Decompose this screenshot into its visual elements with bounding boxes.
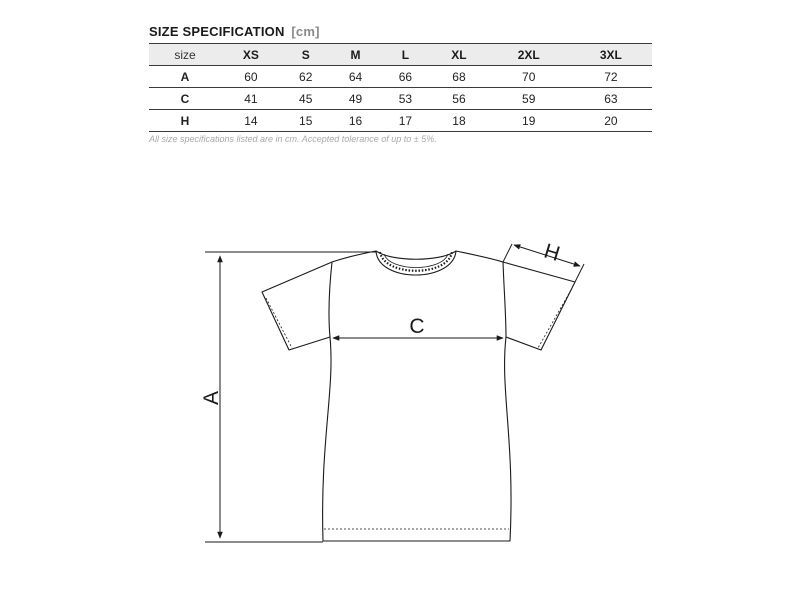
header-cell-3xl: 3XL (570, 44, 652, 66)
tshirt-icon (262, 251, 575, 541)
row-label-c: C (149, 88, 221, 110)
table-cell: 68 (430, 66, 487, 88)
header-cell-s: S (281, 44, 331, 66)
table-cell: 70 (488, 66, 570, 88)
title-text: SIZE SPECIFICATION (149, 24, 285, 39)
table-cell: 18 (430, 110, 487, 132)
dimension-a (205, 252, 376, 542)
table-cell: 17 (380, 110, 430, 132)
table-cell: 60 (221, 66, 281, 88)
table-cell: 20 (570, 110, 652, 132)
row-label-h: H (149, 110, 221, 132)
title-unit: [cm] (291, 24, 320, 39)
tolerance-note: All size specifications listed are in cm. Accepted tolerance of up to ± 5%. (149, 134, 437, 144)
table-cell: 49 (331, 88, 381, 110)
table-cell: 19 (488, 110, 570, 132)
label-c: C (409, 315, 425, 338)
table-cell: 72 (570, 66, 652, 88)
label-a: A (200, 390, 223, 406)
table-cell: 14 (221, 110, 281, 132)
table-cell: 16 (331, 110, 381, 132)
header-cell-xl: XL (430, 44, 487, 66)
label-h: H (541, 239, 563, 266)
table-cell: 66 (380, 66, 430, 88)
table-cell: 64 (331, 66, 381, 88)
header-cell-xs: XS (221, 44, 281, 66)
table-cell: 59 (488, 88, 570, 110)
table-cell: 63 (570, 88, 652, 110)
header-cell-l: L (380, 44, 430, 66)
table-cell: 53 (380, 88, 430, 110)
table-cell: 15 (281, 110, 331, 132)
table-cell: 41 (221, 88, 281, 110)
header-cell-size: size (149, 44, 221, 66)
table-cell: 45 (281, 88, 331, 110)
header-cell-m: M (331, 44, 381, 66)
header-cell-2xl: 2XL (488, 44, 570, 66)
dimension-h (503, 244, 584, 282)
row-label-a: A (149, 66, 221, 88)
table-cell: 56 (430, 88, 487, 110)
table-cell: 62 (281, 66, 331, 88)
